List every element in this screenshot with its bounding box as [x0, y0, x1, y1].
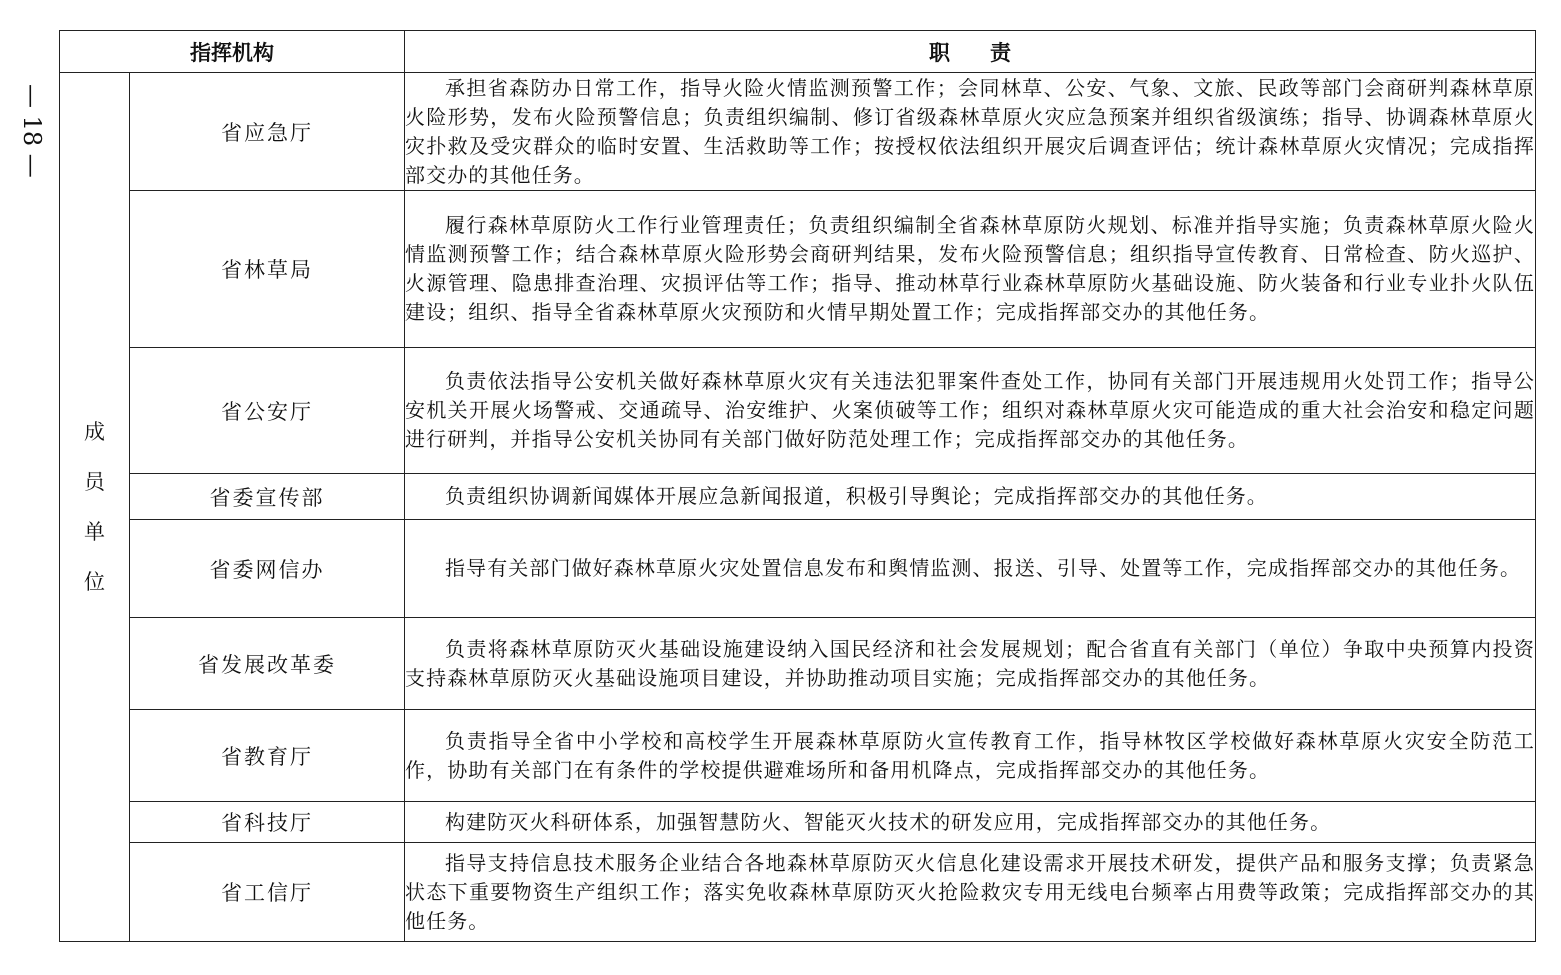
- resp-cell: 负责依法指导公安机关做好森林草原火灾有关违法犯罪案件查处工作，协同有关部门开展违规用火处罚工作；指导公安机关开展火场警戒、交通疏导、治安维护、火案侦破等工作；组织对森林草原火灾可能造成的重大社会治安和稳定问题进行研判，并指导公安机关协同有关部门做好防范处理工作；完成指挥部交办的其他任务。: [405, 348, 1536, 474]
- resp-cell: 履行森林草原防火工作行业管理责任；负责组织编制全省森林草原防火规划、标准并指导实施；负责森林草原火险火情监测预警工作；结合森林草原火险形势会商研判结果，发布火险预警信息；组织指导宣传教育、日常检查、防火巡护、火源管理、隐患排查治理、灾损评估等工作；指导、推动林草行业森林草原防火基础设施、防火装备和行业专业扑火队伍建设；组织、指导全省森林草原火灾预防和火情早期处置工作；完成指挥部交办的其他任务。: [405, 191, 1536, 348]
- org-cell: 省科技厅: [130, 802, 405, 843]
- table-row: [60, 618, 1536, 710]
- page-number-text: — 18 —: [18, 84, 46, 178]
- table-row: [60, 710, 1536, 802]
- table-row: [60, 73, 1536, 191]
- org-cell: 省公安厅: [130, 348, 405, 474]
- resp-cell: 承担省森防办日常工作，指导火险火情监测预警工作；会同林草、公安、气象、文旅、民政等部门会商研判森林草原火险形势，发布火险预警信息；负责组织编制、修订省级森林草原火灾应急预案并组织省级演练；指导、协调森林草原火灾扑救及受灾群众的临时安置、生活救助等工作；按授权依法组织开展灾后调查评估；统计森林草原火灾情况；完成指挥部交办的其他任务。: [405, 73, 1536, 191]
- table-row: [60, 520, 1536, 618]
- org-cell: 省委宣传部: [130, 474, 405, 520]
- header-org: 指挥机构: [60, 31, 405, 73]
- table-row: [60, 348, 1536, 474]
- table-row: [60, 843, 1536, 942]
- org-cell: 省发展改革委: [130, 618, 405, 710]
- member-units-label: 成 员 单 位: [60, 73, 130, 942]
- responsibility-table: [59, 30, 1536, 942]
- resp-cell: 指导有关部门做好森林草原火灾处置信息发布和舆情监测、报送、引导、处置等工作，完成指挥部交办的其他任务。: [405, 520, 1536, 618]
- org-cell: 省教育厅: [130, 710, 405, 802]
- resp-cell: 构建防灭火科研体系，加强智慧防火、智能灭火技术的研发应用，完成指挥部交办的其他任务。: [405, 802, 1536, 843]
- org-cell: 省应急厅: [130, 73, 405, 191]
- table-row: [60, 191, 1536, 348]
- header-responsibility: 职责: [405, 31, 1536, 73]
- org-cell: 省委网信办: [130, 520, 405, 618]
- table-row: [60, 802, 1536, 843]
- table-row: [60, 474, 1536, 520]
- org-cell: 省林草局: [130, 191, 405, 348]
- resp-cell: 指导支持信息技术服务企业结合各地森林草原防灭火信息化建设需求开展技术研发，提供产品和服务支撑；负责紧急状态下重要物资生产组织工作；落实免收森林草原防灭火抢险救灾专用无线电台频率占用费等政策；完成指挥部交办的其他任务。: [405, 843, 1536, 942]
- resp-cell: 负责组织协调新闻媒体开展应急新闻报道，积极引导舆论；完成指挥部交办的其他任务。: [405, 474, 1536, 520]
- org-cell: 省工信厅: [130, 843, 405, 942]
- resp-cell: 负责将森林草原防灭火基础设施建设纳入国民经济和社会发展规划；配合省直有关部门（单位）争取中央预算内投资支持森林草原防灭火基础设施项目建设，并协助推动项目实施；完成指挥部交办的其他任务。: [405, 618, 1536, 710]
- table-header-row: [60, 31, 1536, 73]
- resp-cell: 负责指导全省中小学校和高校学生开展森林草原防火宣传教育工作，指导林牧区学校做好森林草原火灾安全防范工作，协助有关部门在有条件的学校提供避难场所和备用机降点，完成指挥部交办的其他任务。: [405, 710, 1536, 802]
